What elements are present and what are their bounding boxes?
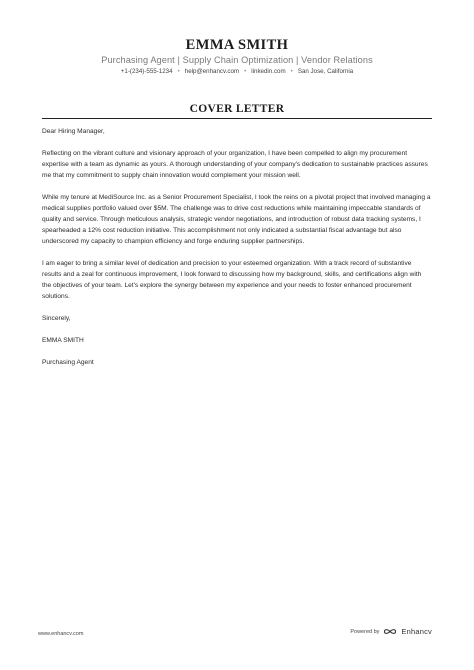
footer-website-link[interactable]: www.enhancv.com: [38, 631, 84, 637]
signature-title: Purchasing Agent: [42, 359, 94, 366]
applicant-headline: Purchasing Agent | Supply Chain Optimization | Vendor Relations: [101, 55, 373, 65]
separator-dot: •: [290, 68, 293, 75]
applicant-name: EMMA SMITH: [185, 37, 289, 53]
footer-branding[interactable]: [350, 627, 432, 636]
letter-body: [42, 126, 432, 379]
contact-line: [0, 68, 474, 75]
separator-dot: •: [177, 68, 180, 75]
enhancv-logo-icon: [383, 627, 397, 636]
closing: Sincerely,: [42, 315, 71, 322]
linkedin-link[interactable]: linkedin.com: [251, 68, 286, 75]
brand-name: Enhancv: [401, 627, 432, 636]
phone-text: +1-(234)-555-1234: [120, 68, 173, 75]
body-paragraph: Reflecting on the vibrant culture and visionary approach of your organization, I have been compelled to align my procurement expertise with a team as dynamic as yours. A thorough understanding of your company's dedication to sustainable practices assures me that my commitment to supply chain innovation would complement your mission well.: [42, 150, 428, 179]
section-divider: [42, 118, 432, 119]
signature-name: EMMA SMITH: [42, 337, 84, 344]
section-title: COVER LETTER: [189, 103, 285, 115]
email-link[interactable]: help@enhancv.com: [184, 68, 240, 75]
powered-by-text: Powered by: [350, 628, 380, 635]
salutation: Dear Hiring Manager,: [42, 128, 105, 135]
body-paragraph: While my tenure at MediSource Inc. as a Senior Procurement Specialist, I took the reins on a pivotal project that involved managing a medical supplies portfolio valued over $5M. The challenge was to drive cost reductions while maintaining impeccable standards of quality and service. Through meticulous analysis, strategic vendor negotiations, and introduction of robust data tracking systems, I spearheaded a 12% cost reduction initiative. This accomplishment not only indicated a substantial fiscal advantage but also underscored my capacity to champion efficiency and forge enduring supplier partnerships.: [42, 194, 431, 245]
location-text: San Jose, California: [297, 68, 354, 75]
separator-dot: •: [244, 68, 247, 75]
body-paragraph: I am eager to bring a similar level of dedication and precision to your esteemed organization. With a track record of substantive results and a zeal for continuous improvement, I look forward to discussing how my background, skills, and certifications align with the objectives of your team. Let's explore the synergy between my experience and your needs to foster enhanced procurement solutions.: [42, 260, 422, 300]
